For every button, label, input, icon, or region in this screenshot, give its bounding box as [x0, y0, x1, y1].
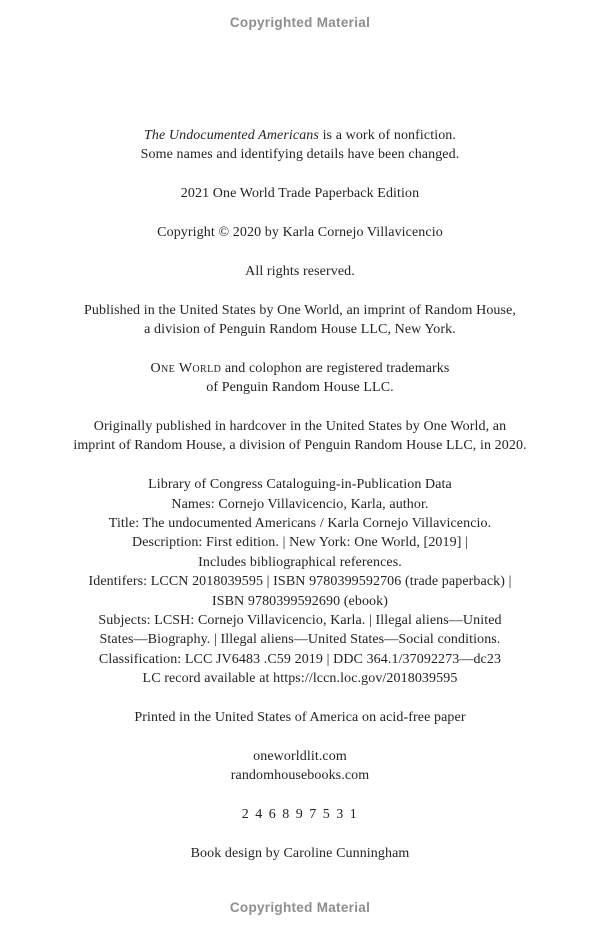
loc-line: Names: Cornejo Villavicencio, Karla, author.: [171, 496, 429, 512]
nonfiction-notice-line1: [144, 128, 456, 143]
printed-notice: Printed in the United States of America on acid-free paper: [134, 710, 466, 726]
loc-line: States—Biography. | Illegal aliens—United States—Social conditions.: [99, 632, 501, 648]
original-publication-notice: [0, 417, 600, 456]
copyright-notice: Copyright © 2020 by Karla Cornejo Villavicencio: [157, 225, 443, 240]
loc-line: Subjects: LCSH: Cornejo Villavicencio, Karla. | Illegal aliens—United: [98, 613, 502, 629]
publisher-notice-line1: Published in the United States by One World, an imprint of Random House,: [84, 302, 516, 318]
copyrighted-material-banner-bottom: Copyrighted Material: [229, 900, 371, 915]
loc-line: ISBN 9780399592690 (ebook): [211, 593, 389, 609]
original-publication-line1: Originally published in hardcover in the United States by One World, an: [93, 419, 507, 434]
publisher-websites: [0, 747, 600, 786]
nonfiction-notice: [0, 126, 600, 165]
printers-key: 2 4 6 8 9 7 5 3 1: [241, 807, 359, 823]
trademark-notice-line1-rest: and colophon are registered trademarks: [221, 360, 450, 376]
copyright-page-content: [0, 126, 600, 863]
book-design-credit: Book design by Caroline Cunningham: [190, 845, 410, 861]
rights-notice: All rights reserved.: [245, 263, 355, 279]
loc-line: Title: The undocumented Americans / Karla Cornejo Villavicencio.: [108, 516, 492, 532]
edition-notice: 2021 One World Trade Paperback Edition: [180, 186, 420, 202]
trademark-notice-line2: of Penguin Random House LLC.: [206, 380, 394, 396]
loc-line: Classification: LCC JV6483 .C59 2019 | DDC 364.1/37092273—dc23: [98, 651, 502, 667]
publisher-notice-line2: a division of Penguin Random House LLC, New York.: [144, 322, 456, 337]
loc-line: Library of Congress Cataloguing-in-Publication Data: [148, 477, 452, 493]
publisher-notice: [0, 301, 600, 340]
trademark-notice: [0, 359, 600, 398]
original-publication-line2: imprint of Random House, a division of Penguin Random House LLC, in 2020.: [73, 438, 527, 454]
loc-line: LC record available at https://lccn.loc.gov/2018039595: [142, 671, 458, 687]
website-randomhousebooks: randomhousebooks.com: [230, 768, 370, 784]
one-world-smallcaps: One World: [150, 360, 222, 376]
loc-cataloguing-block: [0, 475, 600, 688]
loc-line: Includes bibliographical references.: [198, 554, 402, 570]
loc-line: Identifers: LCCN 2018039595 | ISBN 9780399592706 (trade paperback) |: [88, 574, 512, 590]
nonfiction-notice-line2: Some names and identifying details have been changed.: [140, 147, 460, 163]
nonfiction-notice-line1-rest: is a work of nonfiction.: [318, 128, 456, 143]
copyrighted-material-banner-top: Copyrighted Material: [229, 15, 371, 30]
trademark-notice-line1: [151, 361, 450, 376]
loc-line: Description: First edition. | New York: One World, [2019] |: [132, 535, 468, 551]
website-oneworldlit: oneworldlit.com: [253, 748, 347, 764]
book-title-italic: The Undocumented Americans: [143, 128, 319, 143]
